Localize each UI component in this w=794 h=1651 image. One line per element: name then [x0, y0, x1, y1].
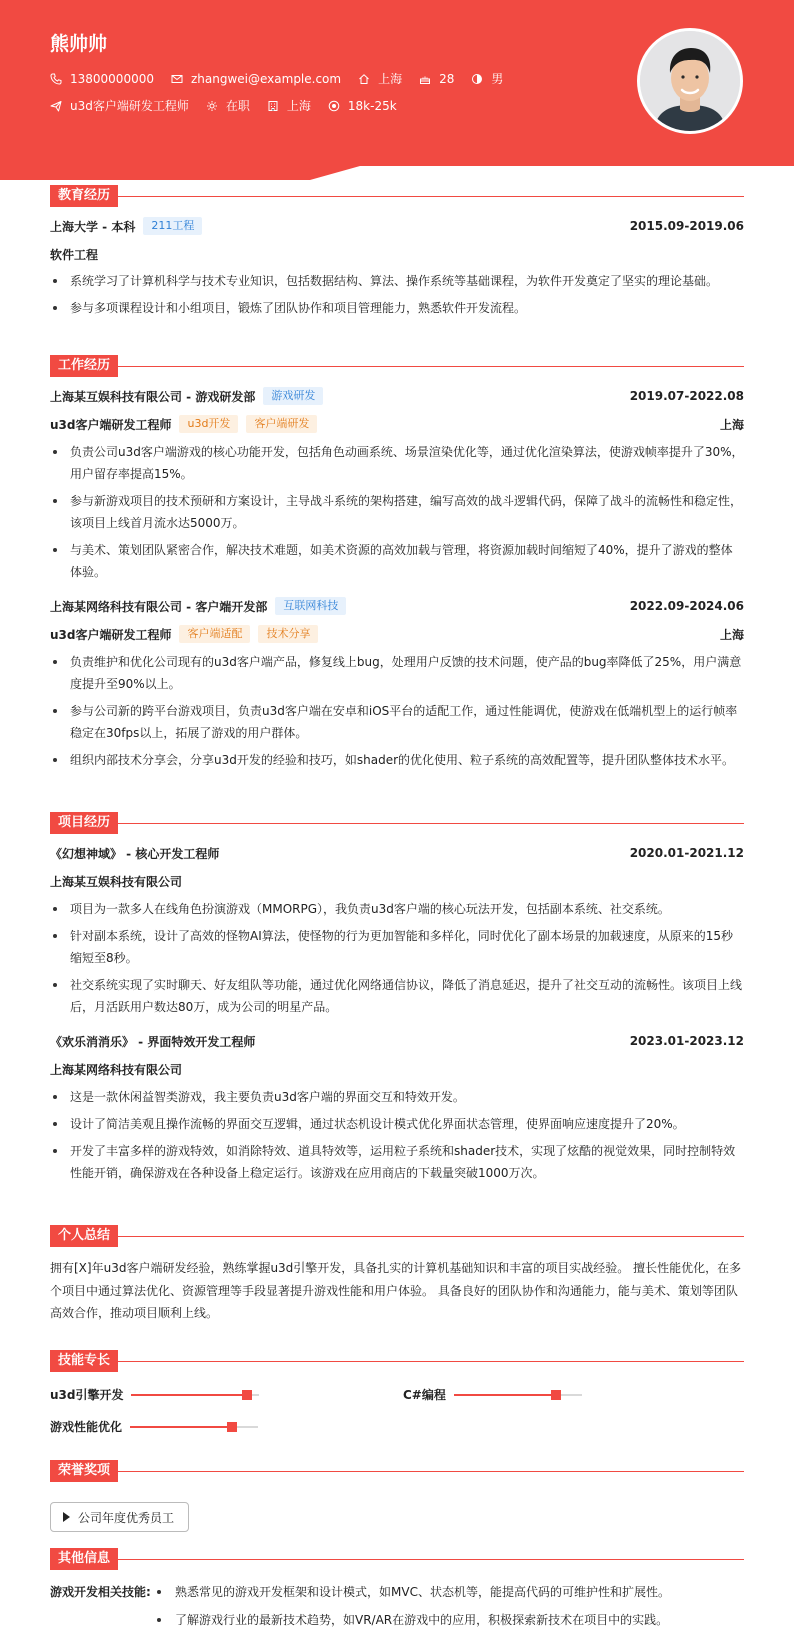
list-item: 组织内部技术分享会，分享u3d开发的经验和技巧，如shader的优化使用、粒子系统的高效配置等，提升团队整体技术水平。: [50, 749, 744, 771]
project-bullets: [50, 898, 744, 1018]
job-intent-row: [50, 97, 414, 114]
resume-header: [0, 0, 794, 180]
section-divider: [50, 1471, 744, 1472]
email-info: [171, 72, 341, 86]
other-section-header: [50, 1548, 744, 1570]
education-heading: [50, 216, 744, 236]
skill-level-bar: [454, 1394, 582, 1396]
other-info-row: [50, 1583, 670, 1600]
email-text: zhangwei@example.com: [190, 71, 342, 86]
work-bullets: [50, 441, 744, 583]
building-icon: [267, 100, 279, 112]
skill-tag: 客户端研发: [246, 415, 317, 433]
project-company: 上海某网络科技有限公司: [50, 1062, 183, 1077]
skill-level-bar: [131, 1394, 259, 1396]
skill-item: [403, 1386, 582, 1403]
phone-info: [50, 72, 154, 86]
education-section: [50, 185, 744, 324]
status-icon: [206, 100, 218, 112]
target-city-info: [267, 97, 311, 114]
list-item: 系统学习了计算机科学与技术专业知识，包括数据结构、算法、操作系统等基础课程，为软件开发奠定了坚实的理论基础。: [50, 270, 744, 292]
other-section: [50, 1548, 744, 1648]
other-info-row: [50, 1611, 668, 1628]
skill-tag: 客户端适配: [179, 625, 250, 643]
avatar-portrait: [640, 31, 740, 131]
phone-icon: [50, 73, 62, 85]
work-company-row: [50, 386, 744, 406]
send-icon: [50, 100, 62, 112]
section-divider: [50, 1236, 744, 1237]
salary-info: [328, 99, 397, 113]
company-name: 上海某互娱科技有限公司 - 游戏研发部: [50, 389, 256, 404]
other-label: 游戏开发相关技能:: [50, 1585, 151, 1599]
section-divider: [50, 1559, 744, 1560]
status-info: [206, 97, 250, 114]
project-heading: [50, 1031, 744, 1051]
city-text: 上海: [378, 72, 403, 86]
work-bullets: [50, 651, 744, 771]
project-company-row: [50, 1059, 744, 1079]
salary-text: 18k-25k: [347, 98, 397, 113]
work-date: 2019.07-2022.08: [629, 389, 744, 403]
phone-text: 13800000000: [70, 71, 154, 86]
section-divider: [50, 1361, 744, 1362]
work-location: 上海: [719, 627, 744, 642]
project-name: 《幻想神域》 - 核心开发工程师: [50, 846, 220, 861]
gender-text: 男: [491, 72, 504, 86]
project-company-row: [50, 871, 744, 891]
play-triangle-icon: [63, 1512, 70, 1522]
project-date: 2023.01-2023.12: [629, 1034, 744, 1048]
project-heading: [50, 843, 744, 863]
summary-section: [50, 1225, 744, 1325]
list-item: 社交系统实现了实时聊天、好友组队等功能，通过优化网络通信协议，降低了消息延迟，提升了社交互动的流畅性。该项目上线后，月活跃用户数达80万，成为公司的明星产品。: [50, 974, 744, 1018]
skill-name: C#编程: [403, 1388, 446, 1402]
bullet-dot: [155, 1614, 175, 1626]
list-item: 负责公司u3d客户端游戏的核心功能开发，包括角色动画系统、场景渲染优化等，通过优化渲染算法，使游戏帧率提升了30%，用户留存率提高15%。: [50, 441, 744, 485]
work-title-row: [50, 624, 744, 644]
list-item: 这是一款休闲益智类游戏，我主要负责u3d客户端的界面交互和特效开发。: [50, 1086, 744, 1108]
project-company: 上海某互娱科技有限公司: [50, 874, 183, 889]
list-item: 负责维护和优化公司现有的u3d客户端产品，修复线上bug，处理用户反馈的技术问题，使产品的bug率降低了25%，用户满意度提升至90%以上。: [50, 651, 744, 695]
avatar: [637, 28, 743, 134]
project-bullets: [50, 1086, 744, 1184]
projects-section-header: [50, 812, 744, 834]
awards-section: [50, 1460, 744, 1540]
skill-tag: 技术分享: [258, 625, 318, 643]
section-divider: [50, 823, 744, 824]
school-name: 上海大学 - 本科: [50, 219, 136, 234]
age-info: [419, 72, 454, 86]
work-title-row: [50, 414, 744, 434]
gender-info: [471, 70, 503, 87]
job-title: u3d客户端研发工程师: [50, 417, 172, 432]
section-title: 项目经历: [50, 812, 118, 834]
award-badge: [50, 1502, 189, 1532]
status-text: 在职: [225, 99, 250, 113]
summary-section-header: [50, 1225, 744, 1247]
company-tag: 互联网科技: [275, 597, 346, 615]
project-item: [50, 1031, 744, 1184]
skill-item: [50, 1386, 259, 1403]
city-info: [358, 70, 402, 87]
major-name: 软件工程: [50, 247, 99, 262]
work-item: [50, 386, 744, 583]
work-location: 上海: [719, 417, 744, 432]
skill-level-bar: [130, 1426, 258, 1428]
target-city-text: 上海: [286, 99, 311, 113]
projects-section: [50, 812, 744, 1189]
section-divider: [50, 366, 744, 367]
awards-section-header: [50, 1460, 744, 1482]
position-info: [50, 97, 189, 114]
list-item: 开发了丰富多样的游戏特效，如消除特效、道具特效等，运用粒子系统和shader技术，实现了炫酷的视觉效果，同时控制特效性能开销，确保游戏在各种设备上稳定运行。该游戏在应用商店的下载量突破1000万次。: [50, 1140, 744, 1184]
project-date: 2020.01-2021.12: [629, 846, 744, 860]
coin-icon: [328, 100, 340, 112]
work-section-header: [50, 355, 744, 377]
work-item: [50, 596, 744, 771]
position-text: u3d客户端研发工程师: [70, 99, 189, 113]
list-item: 参与新游戏项目的技术预研和方案设计，主导战斗系统的架构搭建，编写高效的战斗逻辑代码，保障了战斗的流畅性和稳定性，该项目上线首月流水达5000万。: [50, 490, 744, 534]
skills-section-header: [50, 1350, 744, 1372]
summary-text: 拥有[X]年u3d客户端研发经验，熟练掌握u3d引擎开发，具备扎实的计算机基础知识和丰富的项目实战经验。 擅长性能优化，在多个项目中通过算法优化、资源管理等手段显著提升游戏性能和用户体验。 具备良好的团队协作和沟通能力，能与美术、策划等团队高效合作，推动项目顺利上线。: [50, 1261, 742, 1320]
cake-icon: [419, 73, 431, 85]
list-item: 项目为一款多人在线角色扮演游戏（MMORPG），我负责u3d客户端的核心玩法开发，包括副本系统、社交系统。: [50, 898, 744, 920]
education-item: [50, 216, 744, 319]
contact-row: [50, 70, 520, 87]
work-date: 2022.09-2024.06: [629, 599, 744, 613]
list-item: 与美术、策划团队紧密合作，解决技术难题，如美术资源的高效加载与管理，将资源加载时间缩短了40%，提升了游戏的整体体验。: [50, 539, 744, 583]
company-name: 上海某网络科技有限公司 - 客户端开发部: [50, 599, 268, 614]
age-text: 28: [439, 71, 455, 86]
education-date: 2015.09-2019.06: [629, 219, 744, 233]
list-item: 设计了简洁美观且操作流畅的界面交互逻辑，通过状态机设计模式优化界面状态管理，使界面响应速度提升了20%。: [50, 1113, 744, 1135]
project-name: 《欢乐消消乐》 - 界面特效开发工程师: [50, 1034, 256, 1049]
skill-item: [50, 1418, 258, 1435]
other-item: 了解游戏行业的最新技术趋势，如VR/AR在游戏中的应用，积极探索新技术在项目中的实践。: [175, 1613, 669, 1627]
section-title: 教育经历: [50, 185, 118, 207]
award-text: 公司年度优秀员工: [78, 1510, 175, 1525]
list-item: 参与多项课程设计和小组项目，锻炼了团队协作和项目管理能力，熟悉软件开发流程。: [50, 297, 744, 319]
section-divider: [50, 196, 744, 197]
work-company-row: [50, 596, 744, 616]
company-tag: 游戏研发: [263, 387, 323, 405]
education-bullets: [50, 270, 744, 319]
skills-section: [50, 1350, 744, 1440]
gender-icon: [471, 73, 483, 85]
section-title: 荣誉奖项: [50, 1460, 118, 1482]
candidate-name: 熊帅帅: [50, 33, 108, 55]
education-section-header: [50, 185, 744, 207]
skill-name: 游戏性能优化: [50, 1420, 123, 1434]
section-title: 其他信息: [50, 1548, 118, 1570]
home-icon: [358, 73, 370, 85]
school-tag: 211工程: [143, 217, 202, 235]
section-title: 工作经历: [50, 355, 118, 377]
project-item: [50, 843, 744, 1018]
bullet-dot: [155, 1586, 175, 1598]
section-title: 技能专长: [50, 1350, 118, 1372]
list-item: 参与公司新的跨平台游戏项目，负责u3d客户端在安卓和iOS平台的适配工作，通过性能调优，使游戏在低端机型上的运行帧率稳定在30fps以上，拓展了游戏的用户群体。: [50, 700, 744, 744]
mail-icon: [171, 73, 183, 85]
other-item: 熟悉常见的游戏开发框架和设计模式，如MVC、状态机等，能提高代码的可维护性和扩展性。: [175, 1585, 670, 1599]
skill-name: u3d引擎开发: [50, 1388, 124, 1402]
skill-tag: u3d开发: [179, 415, 238, 433]
job-title: u3d客户端研发工程师: [50, 627, 172, 642]
section-title: 个人总结: [50, 1225, 118, 1247]
list-item: 针对副本系统，设计了高效的怪物AI算法，使怪物的行为更加智能和多样化，同时优化了副本场景的加载速度，从原来的15秒缩短至8秒。: [50, 925, 744, 969]
work-section: [50, 355, 744, 776]
major-row: [50, 244, 744, 264]
